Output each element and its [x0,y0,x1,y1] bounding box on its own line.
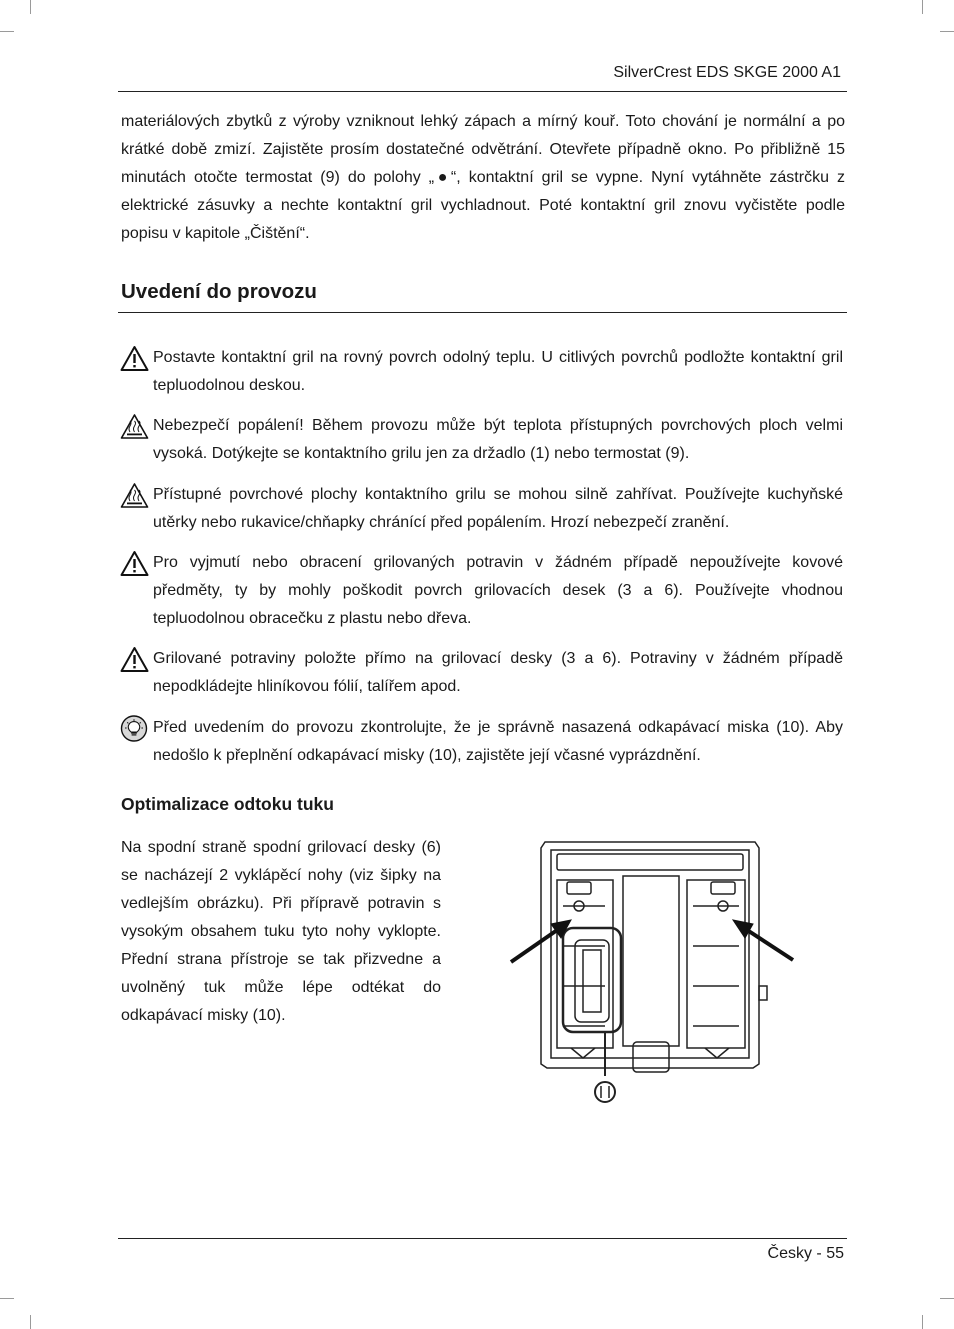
footer-rule [118,1238,847,1239]
notice-text: Postavte kontaktní gril na rovný povrch odolný teplu. U citlivých povrchů podložte kontaktní gril tepluodolnou deskou. [153,349,843,394]
notice-text: Nebezpečí popálení! Během provozu může být teplota přístupných povrchových ploch velmi vysoká. Dotýkejte se kontaktního grilu jen za držadlo (1) nebo termostat (9). [153,417,843,462]
notice-text: Před uvedením do provozu zkontrolujte, že je správně nasazená odkapávací miska (10). Aby nedošlo k přeplnění odkapávací misky (10), zajistěte její včasné vyprázdnění. [153,719,843,764]
section-title: Uvedení do provozu [121,280,317,303]
crop-mark [30,0,31,14]
hot-surface-icon [120,413,149,440]
notice-item [120,714,843,770]
crop-mark [30,1315,31,1329]
page-number: Česky - 55 [767,1245,844,1262]
notice-text: Grilované potraviny položte přímo na grilovací desky (3 a 6). Potraviny v žádném případě nepodkládejte hliníkovou fólií, talířem apod. [153,650,843,695]
hot-surface-icon [120,482,149,509]
notice-text: Pro vyjmutí nebo obracení grilovaných potravin v žádném případě nepoužívejte kovové předměty, ty by mohly poškodit povrch grilovacích desek (3 a 6). Používejte vhodnou tepluodolnou obracečku z plastu nebo dřeva. [153,554,843,627]
crop-mark [940,31,954,32]
warning-icon [120,550,149,577]
notice-item [120,645,843,701]
notice-item [120,481,843,537]
notice-item [120,549,843,633]
section-rule [118,312,847,313]
header-title: SilverCrest EDS SKGE 2000 A1 [613,64,841,81]
warning-icon [120,646,149,673]
notice-item [120,344,843,400]
warning-icon [120,345,149,372]
grill-underside-figure [505,836,797,1114]
notice-text: Přístupné povrchové plochy kontaktního grilu se mohou silně zahřívat. Používejte kuchyňské utěrky nebo rukavice/chňapky chránící před popálením. Hrozí nebezpečí zranění. [153,486,843,531]
subsection-paragraph: Na spodní straně spodní grilovací desky (6) se nacházejí 2 vyklápěcí nohy (viz šipky na vedlejším obrázku). Při přípravě potravin s vysokým obsahem tuku tyto nohy vyklopte. Přední strana přístroje se tak přizvedne a uvolněný tuk může lépe odtékat do odkapávací misky (10). [121,839,441,1024]
header-rule [118,91,847,92]
intro-paragraph: materiálových zbytků z výroby vzniknout lehký zápach a mírný kouř. Toto chování je normální a po krátké době zmizí. Zajistěte prosím dostatečné odvětrání. Otevřete případně okno. Po přibližně 15 minutách otočte termostat (9) do polohy „●“, kontaktní gril se vypne. Nyní vytáhněte zástrčku z elektrické zásuvky a nechte kontaktní gril vychladnout. Poté kontaktní gril znovu vyčistěte podle popisu v kapitole „Čištění“. [121,113,845,242]
crop-mark [922,0,923,14]
subsection-title: Optimalizace odtoku tuku [121,794,334,814]
notice-item [120,412,843,468]
crop-mark [922,1315,923,1329]
crop-mark [940,1298,954,1299]
lightbulb-icon [120,715,149,742]
crop-mark [0,31,14,32]
crop-mark [0,1298,14,1299]
